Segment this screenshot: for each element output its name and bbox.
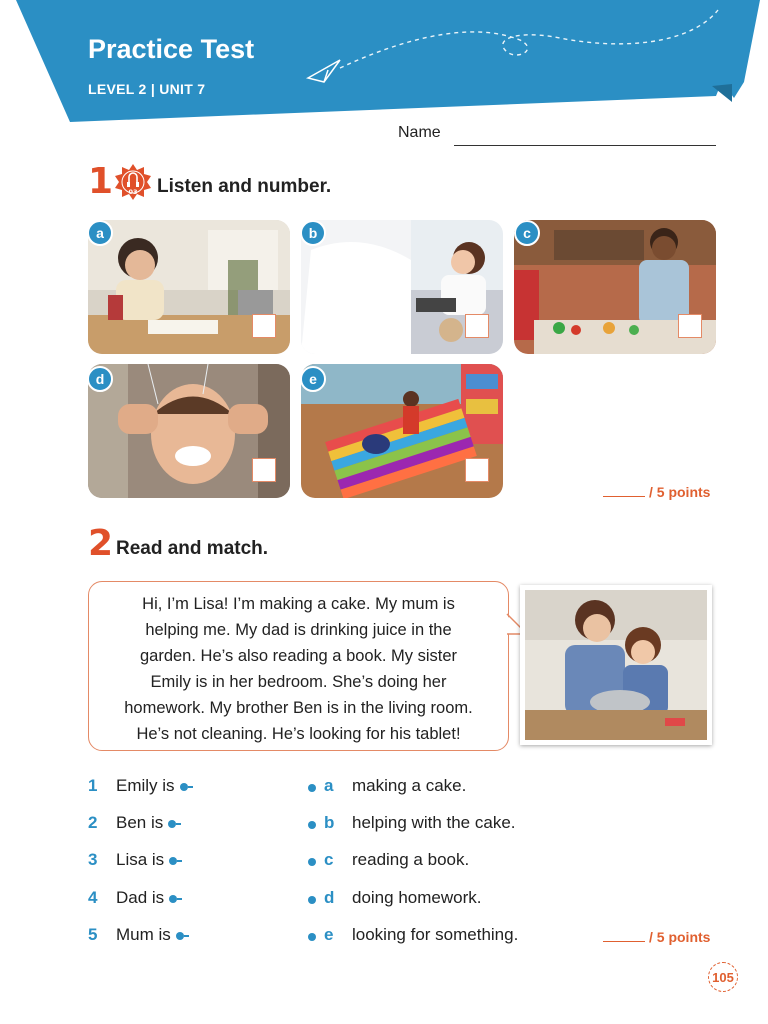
page-subtitle: LEVEL 2 | UNIT 7: [88, 81, 206, 97]
match-number: 4: [88, 888, 98, 907]
match-left-text: Ben is: [116, 813, 164, 832]
answer-box-a[interactable]: [252, 314, 276, 338]
match-left-text: Lisa is: [116, 850, 165, 869]
score-blank-1[interactable]: [603, 495, 645, 497]
reading-line: He’s not cleaning. He’s looking for his tablet!: [136, 725, 461, 743]
photo-lisa-and-mum-baking: [520, 585, 712, 745]
match-right-dot[interactable]: [308, 821, 316, 829]
match-number: 1: [88, 776, 98, 795]
match-letter: a: [324, 776, 334, 795]
photo-b-label: b: [300, 220, 326, 246]
match-letter: c: [324, 850, 334, 869]
section-2-title: Read and match.: [116, 538, 269, 559]
match-right-dot[interactable]: [308, 784, 316, 792]
banner-shape: [0, 0, 768, 130]
answer-box-d[interactable]: [252, 458, 276, 482]
answer-box-e[interactable]: [465, 458, 489, 482]
match-left-dot[interactable]: [168, 820, 176, 828]
section-2-points: [603, 929, 710, 945]
reading-line: Emily is in her bedroom. She’s doing her: [150, 673, 447, 691]
score-blank-2[interactable]: [603, 940, 645, 942]
section-1-points: [603, 484, 710, 500]
match-left-dot[interactable]: [176, 932, 184, 940]
match-number: 3: [88, 850, 98, 869]
answer-box-c[interactable]: [678, 314, 702, 338]
reading-passage: [96, 591, 501, 747]
audio-track-icon[interactable]: [114, 163, 152, 201]
match-left-text: Emily is: [116, 776, 175, 795]
match-letter: e: [324, 925, 334, 944]
match-right-text: doing homework.: [352, 888, 482, 907]
reading-line: Hi, I’m Lisa! I’m making a cake. My mum is: [142, 595, 455, 613]
page-title: Practice Test: [88, 34, 255, 64]
photo-e-label: e: [300, 366, 326, 392]
photo-a-label: a: [87, 220, 113, 246]
name-label: Name: [398, 124, 441, 141]
match-letter: b: [324, 813, 335, 832]
match-left-dot[interactable]: [169, 895, 177, 903]
photo-d-label: d: [87, 366, 113, 392]
match-number: 2: [88, 813, 98, 832]
section-1-number: 1: [88, 161, 114, 202]
header-banner: [0, 0, 768, 130]
reading-line: helping me. My dad is drinking juice in the: [145, 621, 452, 639]
audio-track-number: 03: [128, 188, 138, 196]
match-left-text: Dad is: [116, 888, 165, 907]
section-1-points-label: / 5 points: [649, 484, 711, 500]
match-right-dot[interactable]: [308, 896, 316, 904]
match-right-text: making a cake.: [352, 776, 467, 795]
match-letter: d: [324, 888, 335, 907]
answer-box-b[interactable]: [465, 314, 489, 338]
page-number: 105: [708, 962, 738, 992]
section-1-title: Listen and number.: [157, 176, 332, 197]
reading-line: homework. My brother Ben is in the living room.: [124, 699, 473, 717]
match-number: 5: [88, 925, 98, 944]
match-right-text: reading a book.: [352, 850, 470, 869]
reading-line: garden. He’s also reading a book. My sister: [139, 647, 458, 665]
match-right-dot[interactable]: [308, 933, 316, 941]
match-right-text: helping with the cake.: [352, 813, 516, 832]
match-left-text: Mum is: [116, 925, 171, 944]
photo-c-label: c: [514, 220, 540, 246]
match-right-text: looking for something.: [352, 925, 519, 944]
section-2-number: 2: [88, 523, 114, 564]
match-left-dot[interactable]: [169, 857, 177, 865]
name-field[interactable]: [454, 145, 716, 146]
match-left-dot[interactable]: [180, 783, 188, 791]
section-2-points-label: / 5 points: [649, 929, 711, 945]
match-right-dot[interactable]: [308, 858, 316, 866]
